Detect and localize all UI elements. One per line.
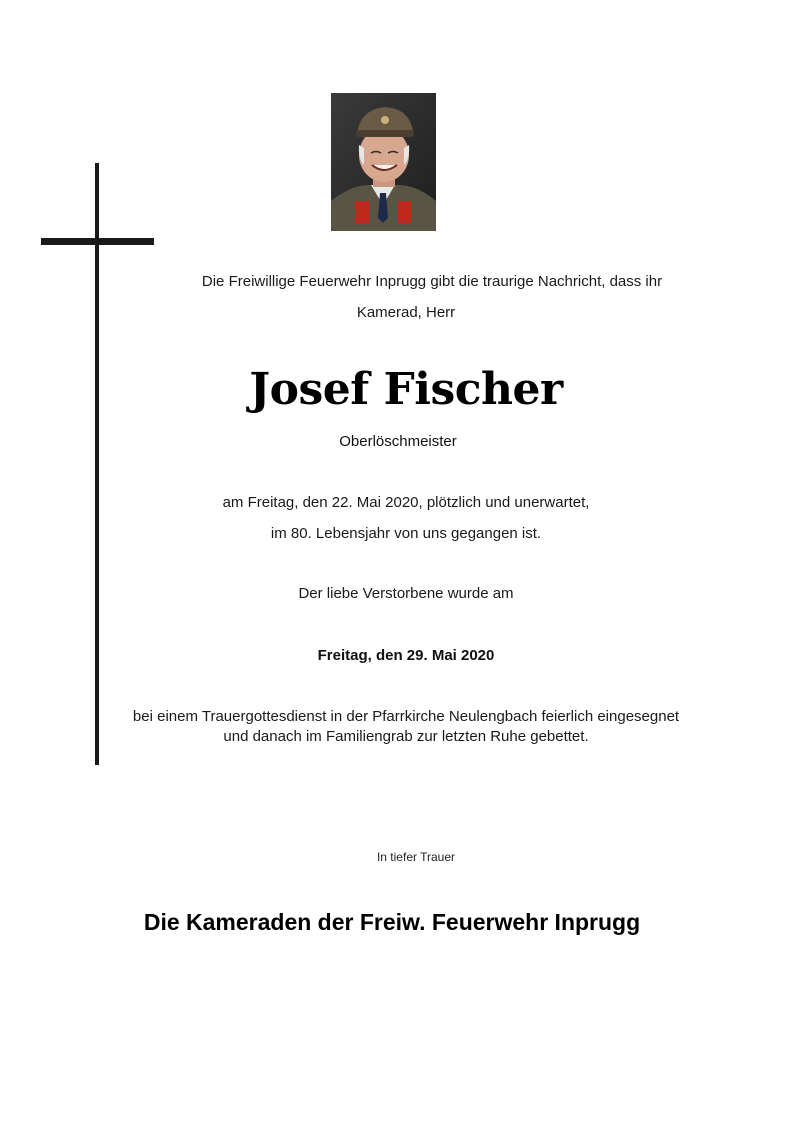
intro-line-2: Kamerad, Herr — [356, 304, 456, 321]
death-line-2: im 80. Lebensjahr von uns gegangen ist. — [270, 525, 542, 542]
deceased-rank: Oberlöschmeister — [339, 433, 457, 450]
death-line-1: am Freitag, den 22. Mai 2020, plötzlich und unerwartet, — [222, 494, 590, 511]
cross-icon-horizontal-beam — [41, 238, 154, 245]
deceased-name: Josef Fischer — [249, 364, 563, 415]
signature-text: Die Kameraden der Freiw. Feuerwehr Inprugg — [143, 909, 641, 935]
funeral-date: Freitag, den 29. Mai 2020 — [317, 647, 495, 664]
funeral-line-1: bei einem Trauergottesdienst in der Pfarrkirche Neulengbach feierlich eingesegnet — [132, 708, 680, 725]
cross-icon-vertical-beam — [95, 163, 99, 765]
mourning-text: In tiefer Trauer — [376, 850, 456, 864]
portrait-photo — [331, 93, 436, 231]
intro-line-1: Die Freiwillige Feuerwehr Inprugg gibt die traurige Nachricht, dass ihr — [201, 273, 663, 290]
funeral-line-2: und danach im Familiengrab zur letzten Ruhe gebettet. — [223, 728, 589, 745]
funeral-intro: Der liebe Verstorbene wurde am — [298, 585, 514, 602]
